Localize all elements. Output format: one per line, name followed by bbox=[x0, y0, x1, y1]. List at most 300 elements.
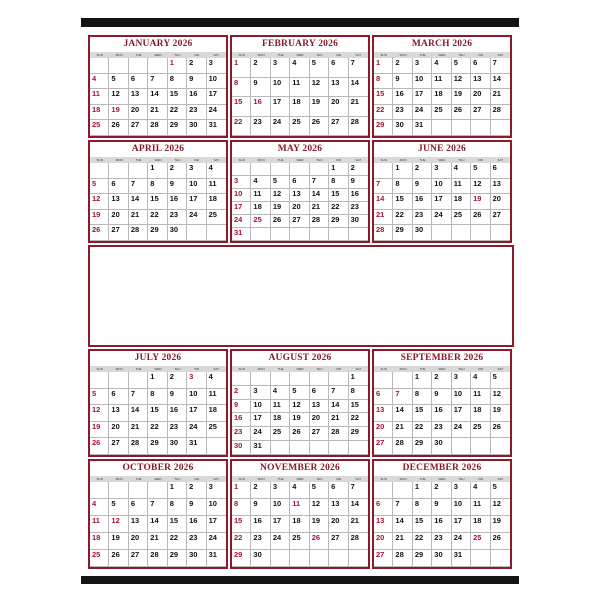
day-cell bbox=[349, 215, 368, 228]
day-cell bbox=[452, 194, 471, 210]
weekday-label: TUE bbox=[419, 477, 426, 481]
day-cell bbox=[452, 179, 471, 195]
day-number: 8 bbox=[169, 499, 174, 508]
day-cell bbox=[129, 389, 148, 406]
weekday-label: THU bbox=[458, 367, 465, 371]
day-cell bbox=[168, 74, 187, 90]
day-cell bbox=[187, 372, 206, 389]
day-number: 3 bbox=[453, 372, 458, 381]
day-number: 30 bbox=[253, 550, 262, 559]
day-number: 27 bbox=[311, 427, 321, 437]
day-cell bbox=[491, 58, 510, 74]
empty-cell bbox=[452, 120, 471, 136]
day-cell bbox=[393, 550, 412, 567]
day-cell bbox=[452, 389, 471, 406]
day-cell bbox=[432, 550, 451, 567]
day-number: 27 bbox=[376, 550, 385, 559]
day-number: 31 bbox=[189, 438, 198, 448]
month-june bbox=[372, 140, 512, 243]
weekday-label: SAT bbox=[355, 367, 362, 371]
day-cell bbox=[374, 438, 393, 455]
day-number: 27 bbox=[473, 104, 482, 114]
day-cell bbox=[432, 533, 451, 550]
day-cell bbox=[271, 427, 290, 441]
day-cell bbox=[232, 386, 251, 400]
day-cell bbox=[471, 482, 490, 499]
day-cell bbox=[432, 74, 451, 90]
day-number: 27 bbox=[331, 116, 340, 126]
day-cell bbox=[491, 74, 510, 90]
day-cell bbox=[432, 482, 451, 499]
weekday-label: SAT bbox=[355, 158, 362, 162]
day-number: 6 bbox=[130, 73, 136, 83]
day-number: 16 bbox=[169, 405, 179, 415]
day-cell bbox=[413, 58, 432, 74]
weekday-label: SAT bbox=[213, 477, 220, 481]
day-cell bbox=[349, 189, 368, 202]
day-cell bbox=[232, 533, 251, 550]
day-number: 20 bbox=[492, 194, 501, 204]
day-grid bbox=[232, 482, 368, 567]
day-cell bbox=[290, 58, 309, 78]
empty-cell bbox=[271, 372, 290, 386]
day-cell bbox=[471, 533, 490, 550]
day-number: 29 bbox=[331, 215, 340, 224]
day-cell bbox=[207, 482, 226, 499]
month-title: JUNE 2026 bbox=[418, 144, 466, 154]
day-number: 23 bbox=[414, 209, 424, 219]
day-cell bbox=[349, 516, 368, 533]
empty-cell bbox=[491, 438, 510, 455]
day-cell bbox=[290, 533, 309, 550]
day-number: 11 bbox=[208, 178, 217, 188]
day-grid bbox=[374, 372, 510, 455]
day-cell bbox=[374, 389, 393, 406]
day-number: 16 bbox=[234, 413, 243, 423]
day-number: 17 bbox=[414, 89, 424, 99]
empty-cell bbox=[109, 482, 128, 499]
weekday-label: WED bbox=[154, 367, 162, 371]
day-cell bbox=[187, 120, 206, 136]
weekday-label: FRI bbox=[194, 53, 200, 57]
day-cell bbox=[168, 225, 187, 241]
day-number: 1 bbox=[395, 163, 400, 172]
empty-cell bbox=[251, 163, 270, 176]
day-cell bbox=[329, 400, 348, 414]
day-number: 10 bbox=[414, 73, 424, 83]
day-number: 24 bbox=[234, 215, 243, 224]
day-number: 3 bbox=[189, 372, 194, 381]
day-number: 2 bbox=[189, 482, 194, 491]
empty-cell bbox=[251, 228, 270, 241]
day-cell bbox=[432, 389, 451, 406]
day-cell bbox=[491, 105, 510, 121]
weekday-label: THU bbox=[458, 53, 465, 57]
day-cell bbox=[374, 533, 393, 550]
day-number: 30 bbox=[169, 225, 179, 235]
day-number: 10 bbox=[253, 399, 262, 409]
day-cell bbox=[290, 97, 309, 117]
day-cell bbox=[452, 405, 471, 422]
day-cell bbox=[109, 120, 128, 136]
day-number: 21 bbox=[150, 533, 159, 542]
day-number: 17 bbox=[272, 97, 282, 106]
day-number: 11 bbox=[208, 388, 217, 398]
day-number: 25 bbox=[292, 116, 301, 126]
day-number: 5 bbox=[111, 499, 116, 508]
day-cell bbox=[329, 533, 348, 550]
day-cell bbox=[109, 105, 128, 121]
day-cell bbox=[310, 58, 329, 78]
day-cell bbox=[432, 179, 451, 195]
weekday-label: MON bbox=[399, 477, 407, 481]
weekday-label: SUN bbox=[238, 158, 245, 162]
day-number: 13 bbox=[130, 89, 140, 99]
day-number: 30 bbox=[234, 441, 243, 451]
day-cell bbox=[187, 438, 206, 455]
day-cell bbox=[393, 210, 412, 226]
day-number: 13 bbox=[111, 405, 120, 415]
weekday-label: TUE bbox=[135, 477, 142, 481]
day-number: 26 bbox=[492, 421, 501, 431]
day-number: 14 bbox=[395, 405, 404, 415]
weekday-label: SUN bbox=[96, 158, 103, 162]
day-number: 12 bbox=[311, 77, 321, 87]
weekday-label: FRI bbox=[194, 477, 200, 481]
day-number: 27 bbox=[376, 438, 385, 448]
day-number: 21 bbox=[395, 533, 404, 542]
day-cell bbox=[168, 372, 187, 389]
day-cell bbox=[271, 202, 290, 215]
day-cell bbox=[90, 533, 109, 550]
day-number: 14 bbox=[395, 516, 404, 525]
day-cell bbox=[187, 499, 206, 516]
empty-cell bbox=[374, 482, 393, 499]
day-cell bbox=[168, 179, 187, 195]
day-number: 23 bbox=[350, 202, 359, 211]
day-cell bbox=[491, 499, 510, 516]
day-number: 2 bbox=[395, 58, 400, 67]
day-number: 13 bbox=[376, 516, 385, 525]
day-number: 5 bbox=[473, 163, 478, 172]
day-number: 24 bbox=[453, 421, 463, 431]
day-cell bbox=[148, 389, 167, 406]
day-number: 8 bbox=[234, 499, 239, 508]
day-number: 17 bbox=[189, 405, 198, 415]
day-number: 22 bbox=[414, 421, 424, 431]
day-cell bbox=[329, 413, 348, 427]
day-number: 2 bbox=[234, 385, 239, 395]
day-number: 8 bbox=[350, 385, 355, 395]
day-cell bbox=[310, 516, 329, 533]
day-cell bbox=[232, 400, 251, 414]
day-cell bbox=[471, 58, 490, 74]
day-cell bbox=[471, 389, 490, 406]
day-number: 28 bbox=[150, 120, 159, 130]
day-cell bbox=[329, 215, 348, 228]
day-number: 22 bbox=[414, 533, 424, 542]
weekday-label: FRI bbox=[478, 477, 484, 481]
day-number: 19 bbox=[492, 516, 501, 525]
month-title: OCTOBER 2026 bbox=[122, 463, 194, 473]
day-cell bbox=[148, 120, 167, 136]
day-cell bbox=[232, 215, 251, 228]
weekday-label: THU bbox=[458, 158, 465, 162]
day-number: 10 bbox=[208, 499, 217, 508]
day-cell bbox=[290, 215, 309, 228]
day-number: 6 bbox=[473, 58, 478, 67]
day-cell bbox=[432, 210, 451, 226]
day-cell bbox=[187, 89, 206, 105]
day-number: 20 bbox=[331, 516, 340, 525]
day-number: 2 bbox=[169, 163, 174, 172]
day-cell bbox=[329, 516, 348, 533]
day-number: 26 bbox=[272, 215, 282, 224]
month-july bbox=[88, 349, 228, 457]
day-cell bbox=[329, 386, 348, 400]
day-cell bbox=[90, 438, 109, 455]
empty-cell bbox=[329, 372, 348, 386]
day-number: 6 bbox=[331, 58, 336, 67]
day-cell bbox=[471, 405, 490, 422]
day-number: 9 bbox=[169, 178, 174, 188]
day-number: 16 bbox=[350, 189, 359, 198]
day-number: 21 bbox=[350, 97, 359, 106]
day-cell bbox=[232, 550, 251, 567]
day-cell bbox=[310, 427, 329, 441]
day-cell bbox=[187, 550, 206, 567]
day-cell bbox=[90, 120, 109, 136]
weekday-label: MON bbox=[399, 367, 407, 371]
day-number: 14 bbox=[130, 194, 140, 204]
day-cell bbox=[109, 438, 128, 455]
day-number: 21 bbox=[376, 209, 385, 219]
day-number: 20 bbox=[111, 209, 120, 219]
day-number: 20 bbox=[311, 413, 321, 423]
day-number: 25 bbox=[253, 215, 262, 224]
weekday-label: SAT bbox=[497, 158, 504, 162]
day-number: 9 bbox=[169, 388, 174, 398]
day-cell bbox=[413, 389, 432, 406]
day-cell bbox=[432, 372, 451, 389]
day-number: 24 bbox=[253, 427, 262, 437]
day-cell bbox=[413, 533, 432, 550]
weekday-label: FRI bbox=[194, 158, 200, 162]
day-number: 24 bbox=[272, 533, 282, 542]
day-cell bbox=[168, 58, 187, 74]
day-number: 31 bbox=[208, 120, 217, 130]
day-number: 6 bbox=[376, 499, 381, 508]
wall-calendar-sheet bbox=[88, 35, 514, 569]
day-number: 28 bbox=[376, 225, 385, 235]
day-number: 8 bbox=[414, 388, 420, 398]
empty-cell bbox=[349, 441, 368, 455]
empty-cell bbox=[432, 225, 451, 241]
day-cell bbox=[148, 163, 167, 179]
day-number: 28 bbox=[130, 225, 140, 235]
day-cell bbox=[90, 516, 109, 533]
day-cell bbox=[232, 413, 251, 427]
day-number: 21 bbox=[350, 516, 359, 525]
day-cell bbox=[207, 372, 226, 389]
day-grid bbox=[232, 58, 368, 136]
day-cell bbox=[290, 386, 309, 400]
empty-cell bbox=[129, 482, 148, 499]
day-cell bbox=[232, 441, 251, 455]
day-number: 18 bbox=[473, 405, 482, 415]
day-number: 26 bbox=[292, 427, 301, 437]
weekday-label: SAT bbox=[213, 53, 220, 57]
day-number: 9 bbox=[434, 388, 439, 398]
day-cell bbox=[271, 117, 290, 137]
day-cell bbox=[129, 499, 148, 516]
day-grid bbox=[232, 372, 368, 455]
day-number: 19 bbox=[272, 202, 282, 211]
day-number: 29 bbox=[234, 550, 243, 559]
empty-cell bbox=[109, 163, 128, 179]
day-cell bbox=[374, 516, 393, 533]
day-cell bbox=[310, 386, 329, 400]
weekday-label: SUN bbox=[238, 53, 245, 57]
weekday-label: THU bbox=[174, 367, 181, 371]
empty-cell bbox=[349, 228, 368, 241]
day-cell bbox=[491, 179, 510, 195]
day-cell bbox=[90, 179, 109, 195]
day-number: 25 bbox=[272, 427, 282, 437]
day-number: 8 bbox=[169, 73, 174, 83]
day-number: 7 bbox=[311, 176, 316, 185]
day-number: 22 bbox=[331, 202, 340, 211]
day-cell bbox=[207, 58, 226, 74]
day-cell bbox=[232, 516, 251, 533]
month-january bbox=[88, 35, 228, 138]
day-cell bbox=[393, 438, 412, 455]
day-cell bbox=[374, 405, 393, 422]
day-grid bbox=[232, 163, 368, 241]
day-cell bbox=[290, 176, 309, 189]
day-number: 10 bbox=[189, 388, 198, 398]
day-cell bbox=[393, 422, 412, 439]
day-number: 16 bbox=[395, 89, 404, 99]
empty-cell bbox=[187, 225, 206, 241]
day-cell bbox=[232, 176, 251, 189]
day-cell bbox=[349, 499, 368, 516]
day-number: 19 bbox=[92, 421, 101, 431]
empty-cell bbox=[393, 372, 412, 389]
month-title: MARCH 2026 bbox=[411, 39, 473, 49]
day-number: 27 bbox=[111, 438, 120, 448]
day-cell bbox=[251, 499, 270, 516]
day-cell bbox=[491, 372, 510, 389]
day-cell bbox=[432, 89, 451, 105]
day-cell bbox=[168, 516, 187, 533]
day-number: 16 bbox=[169, 194, 179, 204]
day-number: 25 bbox=[92, 120, 101, 130]
day-cell bbox=[148, 405, 167, 422]
day-number: 12 bbox=[492, 499, 501, 508]
weekday-label: FRI bbox=[336, 53, 342, 57]
day-cell bbox=[90, 105, 109, 121]
day-cell bbox=[290, 482, 309, 499]
day-number: 3 bbox=[272, 482, 278, 491]
day-cell bbox=[251, 58, 270, 78]
day-cell bbox=[452, 105, 471, 121]
day-cell bbox=[207, 550, 226, 567]
day-cell bbox=[310, 533, 329, 550]
day-number: 2 bbox=[350, 163, 355, 172]
day-number: 8 bbox=[150, 388, 155, 398]
weekday-label: FRI bbox=[336, 367, 342, 371]
day-cell bbox=[491, 482, 510, 499]
day-cell bbox=[90, 422, 109, 439]
day-number: 14 bbox=[331, 399, 340, 409]
day-cell bbox=[471, 372, 490, 389]
day-number: 3 bbox=[272, 58, 278, 67]
day-cell bbox=[271, 499, 290, 516]
day-number: 28 bbox=[350, 116, 359, 126]
day-number: 22 bbox=[234, 116, 243, 126]
day-number: 28 bbox=[130, 438, 140, 448]
day-number: 4 bbox=[92, 73, 97, 83]
day-cell bbox=[432, 105, 451, 121]
empty-cell bbox=[271, 441, 290, 455]
day-cell bbox=[471, 89, 490, 105]
day-cell bbox=[329, 482, 348, 499]
empty-cell bbox=[232, 163, 251, 176]
day-number: 5 bbox=[453, 58, 458, 67]
day-number: 27 bbox=[130, 550, 140, 559]
empty-cell bbox=[129, 58, 148, 74]
day-number: 4 bbox=[92, 499, 97, 508]
calendar-row-2 bbox=[88, 140, 514, 243]
day-cell bbox=[168, 194, 187, 210]
day-cell bbox=[413, 422, 432, 439]
day-cell bbox=[129, 438, 148, 455]
day-cell bbox=[109, 194, 128, 210]
day-cell bbox=[432, 499, 451, 516]
day-cell bbox=[109, 499, 128, 516]
day-number: 21 bbox=[331, 413, 340, 423]
day-cell bbox=[393, 405, 412, 422]
day-number: 2 bbox=[253, 482, 258, 491]
day-number: 17 bbox=[208, 89, 217, 99]
day-cell bbox=[271, 58, 290, 78]
day-cell bbox=[329, 176, 348, 189]
day-number: 21 bbox=[311, 202, 321, 211]
day-number: 18 bbox=[208, 405, 217, 415]
day-number: 11 bbox=[473, 499, 482, 508]
day-cell bbox=[290, 202, 309, 215]
day-cell bbox=[393, 179, 412, 195]
day-number: 24 bbox=[189, 209, 198, 219]
day-cell bbox=[109, 89, 128, 105]
day-cell bbox=[148, 210, 167, 226]
day-number: 11 bbox=[253, 189, 262, 198]
day-cell bbox=[413, 516, 432, 533]
day-cell bbox=[129, 210, 148, 226]
weekday-label: FRI bbox=[336, 158, 342, 162]
day-cell bbox=[393, 74, 412, 90]
day-number: 31 bbox=[208, 550, 217, 559]
day-number: 22 bbox=[150, 209, 159, 219]
day-number: 1 bbox=[150, 163, 155, 172]
day-number: 13 bbox=[492, 178, 501, 188]
day-cell bbox=[290, 189, 309, 202]
empty-cell bbox=[290, 228, 309, 241]
day-cell bbox=[471, 105, 490, 121]
day-cell bbox=[452, 499, 471, 516]
day-number: 5 bbox=[311, 58, 316, 67]
